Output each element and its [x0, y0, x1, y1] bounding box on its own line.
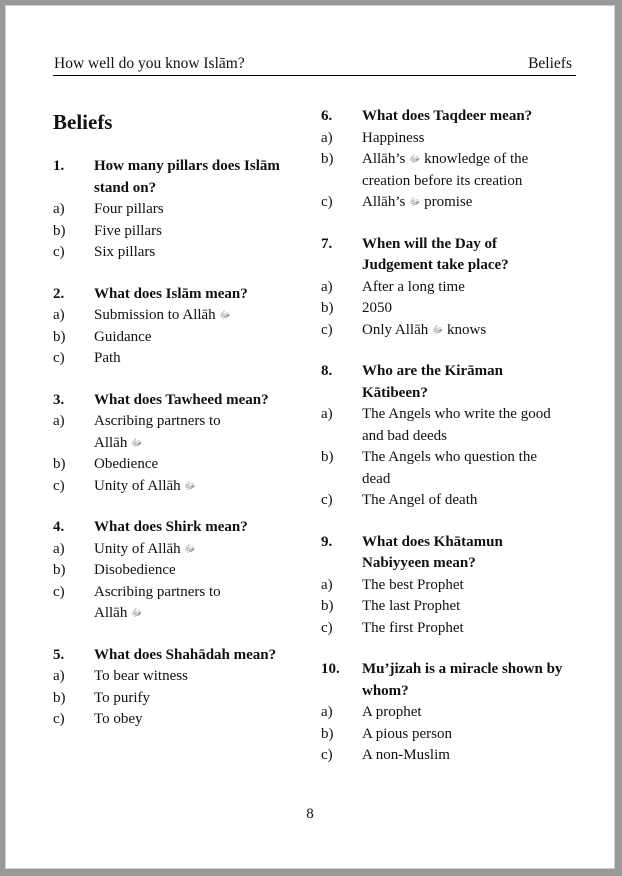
question-number: 2.: [53, 285, 65, 302]
question: [53, 390, 303, 412]
option-label: b): [53, 562, 66, 578]
option: [321, 490, 576, 512]
right-column: [321, 106, 576, 787]
honorific-icon: ﷻ: [409, 154, 421, 165]
question-text: What does Taqdeer mean?: [362, 108, 533, 124]
chapter-title: Beliefs: [528, 55, 572, 72]
question-text: What does Shahādah mean?: [94, 646, 277, 663]
option-text: A prophet: [362, 704, 422, 720]
option-text: Six pillars: [94, 244, 156, 260]
question-number: 7.: [321, 235, 333, 252]
option-label: c): [321, 321, 333, 338]
option-label: b): [321, 151, 334, 167]
option-text: To bear witness: [94, 668, 188, 684]
option: [53, 454, 303, 476]
honorific-icon: ﷻ: [432, 324, 444, 336]
running-header: [53, 53, 576, 76]
honorific-icon: ﷻ: [131, 437, 143, 449]
question-block: [321, 234, 576, 342]
question-text: What does Khātamun Nabiyyeen mean?: [362, 533, 503, 571]
option: [321, 277, 576, 299]
option-label: a): [53, 413, 65, 429]
option-label: a): [53, 540, 65, 557]
option-text: To obey: [94, 711, 143, 727]
option-label: c): [53, 244, 65, 260]
question: [321, 106, 576, 128]
option-text: The last Prophet: [362, 598, 461, 614]
option: [321, 447, 576, 490]
option-text: Five pillars: [94, 222, 162, 239]
option-label: b): [53, 456, 66, 472]
option-text: Happiness: [362, 129, 425, 146]
question: [53, 156, 303, 199]
option-label: b): [53, 328, 66, 345]
option: [321, 149, 576, 192]
question: [321, 234, 576, 277]
option-label: a): [321, 576, 333, 593]
option-text-continued: promise: [424, 194, 473, 210]
option-label: c): [321, 619, 333, 636]
left-column: [53, 106, 303, 751]
question-number: 4.: [53, 519, 65, 535]
option-text-continued: knowledge of the creation before its creation: [362, 151, 529, 189]
option-label: a): [321, 129, 333, 146]
option-label: b): [53, 689, 66, 706]
option: [321, 618, 576, 640]
option-text: Guidance: [94, 328, 152, 345]
option-text-wrap: [362, 192, 576, 214]
option: [53, 539, 303, 561]
question-block: [53, 156, 303, 264]
option-text: Allāh’s: [362, 194, 406, 210]
option-label: c): [321, 747, 333, 763]
question-number: 6.: [321, 108, 333, 124]
option-label: b): [321, 449, 334, 465]
honorific-icon: ﷻ: [219, 310, 231, 321]
option: [321, 724, 576, 746]
option: [53, 476, 303, 498]
honorific-icon: ﷻ: [131, 608, 143, 619]
option-label: b): [321, 598, 334, 614]
option: [321, 298, 576, 320]
honorific-icon: ﷻ: [409, 197, 421, 208]
option-text-wrap: [94, 539, 303, 561]
option-text: Only Allāh: [362, 321, 429, 338]
option-label: c): [53, 477, 65, 494]
option-text: To purify: [94, 689, 151, 706]
option-text: Submission to Allāh: [94, 307, 216, 323]
option: [321, 745, 576, 767]
option: [53, 688, 303, 710]
question-number: 5.: [53, 646, 65, 663]
option: [53, 560, 303, 582]
option: [321, 320, 576, 342]
option: [321, 702, 576, 724]
option-label: a): [321, 278, 333, 295]
option-label: a): [321, 406, 333, 422]
option-text: Unity of Allāh: [94, 477, 181, 494]
option: [53, 305, 303, 327]
option-text: The Angel of death: [362, 492, 478, 508]
option-label: c): [321, 194, 333, 210]
option-text: The Angels who write the good and bad deeds: [362, 406, 551, 444]
option-text-wrap: [94, 305, 303, 327]
option-text: Four pillars: [94, 201, 164, 217]
option-text: Ascribing partners to Allāh: [94, 413, 221, 451]
question-number: 9.: [321, 533, 333, 550]
document-page: [5, 5, 615, 869]
option: [53, 582, 303, 625]
question-text: What does Shirk mean?: [94, 519, 248, 535]
option-text: Disobedience: [94, 562, 176, 578]
question-number: 1.: [53, 158, 65, 174]
option-text-continued: knows: [447, 321, 487, 338]
question-block: [53, 390, 303, 498]
question-text: When will the Day of Judgement take place?: [362, 235, 509, 273]
option-text-wrap: [94, 411, 254, 454]
question-text: How many pillars does Islām stand on?: [94, 158, 280, 196]
question-text: Mu’jizah is a miracle shown by whom?: [362, 661, 563, 699]
option-label: a): [53, 307, 65, 323]
section-title: Beliefs: [53, 110, 113, 134]
option-label: a): [53, 668, 65, 684]
question-number: 8.: [321, 363, 333, 379]
question-block: [321, 361, 576, 512]
option-label: c): [321, 492, 333, 508]
question-text: What does Islām mean?: [94, 285, 248, 302]
question: [321, 659, 576, 702]
option-text-wrap: [94, 476, 303, 498]
option: [53, 221, 303, 243]
question: [53, 645, 303, 667]
option-text-wrap: [94, 582, 254, 625]
option-text: The Angels who question the dead: [362, 449, 537, 487]
question-number: 3.: [53, 391, 65, 408]
option-label: a): [321, 704, 333, 720]
question: [53, 284, 303, 306]
question-text: Who are the Kirāman Kātibeen?: [362, 363, 503, 401]
question-block: [321, 532, 576, 640]
honorific-icon: ﷻ: [184, 480, 196, 492]
option-text: After a long time: [362, 278, 465, 295]
option-text: Ascribing partners to Allāh: [94, 583, 221, 621]
option-text: The first Prophet: [362, 619, 464, 636]
question: [53, 517, 303, 539]
question-block: [321, 106, 576, 214]
option: [53, 242, 303, 264]
option-text: Unity of Allāh: [94, 540, 181, 557]
option-text: 2050: [362, 300, 392, 316]
option-label: c): [53, 583, 65, 600]
option-label: b): [53, 222, 66, 239]
option: [321, 596, 576, 618]
option: [53, 348, 303, 370]
question-text: What does Tawheed mean?: [94, 391, 269, 408]
option: [53, 327, 303, 349]
option: [53, 199, 303, 221]
book-title: How well do you know Islām?: [54, 55, 245, 72]
option-label: c): [53, 711, 65, 727]
option-text: Obedience: [94, 456, 159, 472]
question-block: [53, 284, 303, 370]
option-text: The best Prophet: [362, 576, 464, 593]
question-block: [321, 659, 576, 767]
question: [321, 532, 576, 575]
option-text-wrap: [362, 149, 576, 192]
option-text: Path: [94, 350, 121, 366]
option: [321, 575, 576, 597]
question: [321, 361, 576, 404]
option: [53, 709, 303, 731]
option-label: a): [53, 201, 65, 217]
option-label: c): [53, 350, 65, 366]
option: [53, 666, 303, 688]
option-text: Allāh’s: [362, 151, 406, 167]
option: [321, 128, 576, 150]
option: [53, 411, 303, 454]
page-number: 8: [306, 806, 314, 822]
option-text-wrap: [362, 320, 576, 342]
option-text: A non-Muslim: [362, 747, 450, 763]
honorific-icon: ﷻ: [184, 543, 196, 555]
question-number: 10.: [321, 661, 340, 677]
question-block: [53, 645, 303, 731]
option-label: b): [321, 725, 334, 742]
option: [321, 404, 576, 447]
option-text: A pious person: [362, 725, 452, 742]
option-label: b): [321, 300, 334, 316]
question-block: [53, 517, 303, 625]
option: [321, 192, 576, 214]
